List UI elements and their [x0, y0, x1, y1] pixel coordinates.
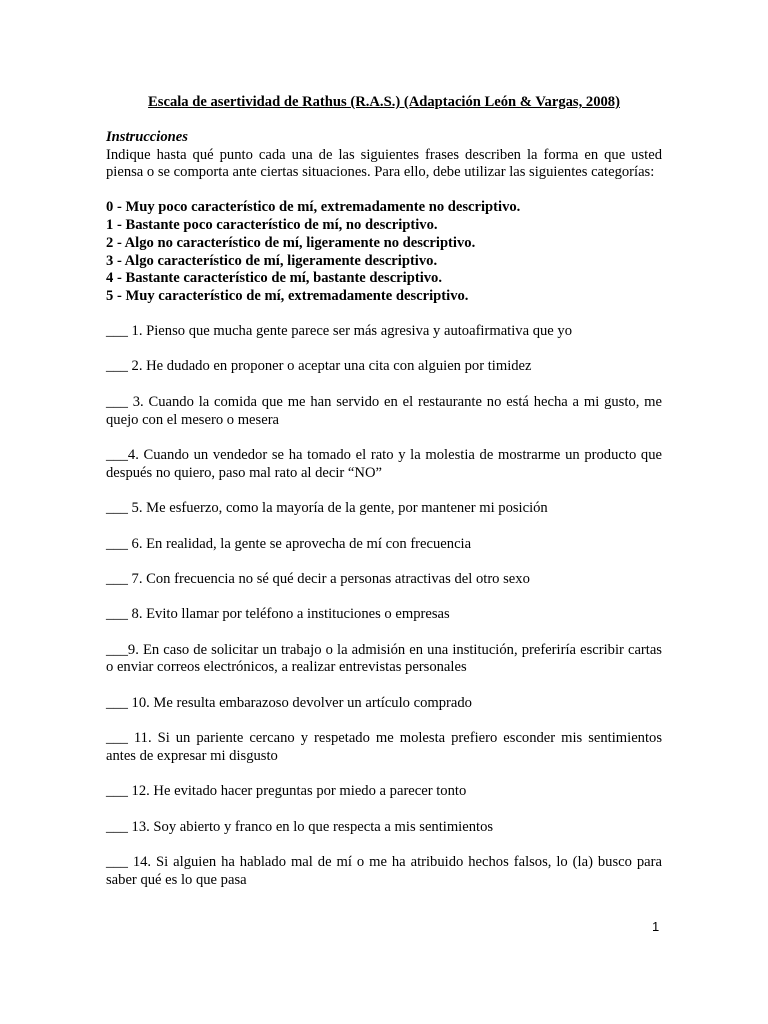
question-item: ___ 1. Pienso que mucha gente parece ser más agresiva y autoafirmativa que yo — [106, 322, 573, 339]
category-item: 1 - Bastante poco característico de mí, no descriptivo. — [106, 216, 438, 233]
question-item: ___ 14. Si alguien ha hablado mal de mí o me ha atribuido hechos falsos, lo (la) busco para saber qué es lo que pasa — [106, 854, 662, 889]
question-item: ___ 6. En realidad, la gente se aprovecha de mí con frecuencia — [106, 535, 472, 552]
question-item: ___ 5. Me esfuerzo, como la mayoría de la gente, por mantener mi posición — [106, 500, 548, 517]
category-item: 5 - Muy característico de mí, extremadamente descriptivo. — [106, 288, 469, 305]
question-item: ___ 12. He evitado hacer preguntas por miedo a parecer tonto — [106, 783, 467, 800]
question-item: ___ 13. Soy abierto y franco en lo que respecta a mis sentimientos — [106, 818, 494, 835]
category-item: 0 - Muy poco característico de mí, extremadamente no descriptivo. — [106, 199, 521, 216]
category-item: 2 - Algo no característico de mí, ligeramente no descriptivo. — [106, 234, 476, 251]
question-item: ___ 2. He dudado en proponer o aceptar una cita con alguien por timidez — [106, 358, 532, 375]
question-item: ___ 8. Evito llamar por teléfono a instituciones o empresas — [106, 606, 450, 623]
instructions-heading: Instrucciones — [106, 128, 188, 145]
category-item: 3 - Algo característico de mí, ligeramente descriptivo. — [106, 252, 438, 269]
document-page — [106, 94, 662, 907]
category-list — [106, 199, 662, 306]
question-item: ___ 3. Cuando la comida que me han servido en el restaurante no está hecha a mi gusto, me quejo con el mesero o mesera — [106, 393, 662, 428]
question-item: ___9. En caso de solicitar un trabajo o la admisión en una institución, preferiría escribir cartas o enviar correos electrónicos, a realizar entrevistas personales — [106, 641, 662, 676]
instructions-text: Indique hasta qué punto cada una de las siguientes frases describen la forma en que usted piensa o se comporta ante ciertas situaciones. Para ello, debe utilizar las siguientes categorías: — [106, 146, 662, 181]
document-title: Escala de asertividad de Rathus (R.A.S.) (Adaptación León & Vargas, 2008) — [148, 94, 620, 110]
category-item: 4 - Bastante característico de mí, bastante descriptivo. — [106, 270, 442, 287]
question-item: ___ 7. Con frecuencia no sé qué decir a personas atractivas del otro sexo — [106, 570, 530, 587]
question-item: ___ 10. Me resulta embarazoso devolver un artículo comprado — [106, 694, 472, 711]
page-number: 1 — [652, 919, 660, 934]
question-item: ___ 11. Si un pariente cercano y respetado me molesta prefiero esconder mis sentimientos antes de expresar mi disgusto — [106, 730, 662, 765]
item-list — [106, 323, 662, 890]
question-item: ___4. Cuando un vendedor se ha tomado el rato y la molestia de mostrarme un producto que después no quiero, paso mal rato al decir “NO” — [106, 446, 662, 481]
